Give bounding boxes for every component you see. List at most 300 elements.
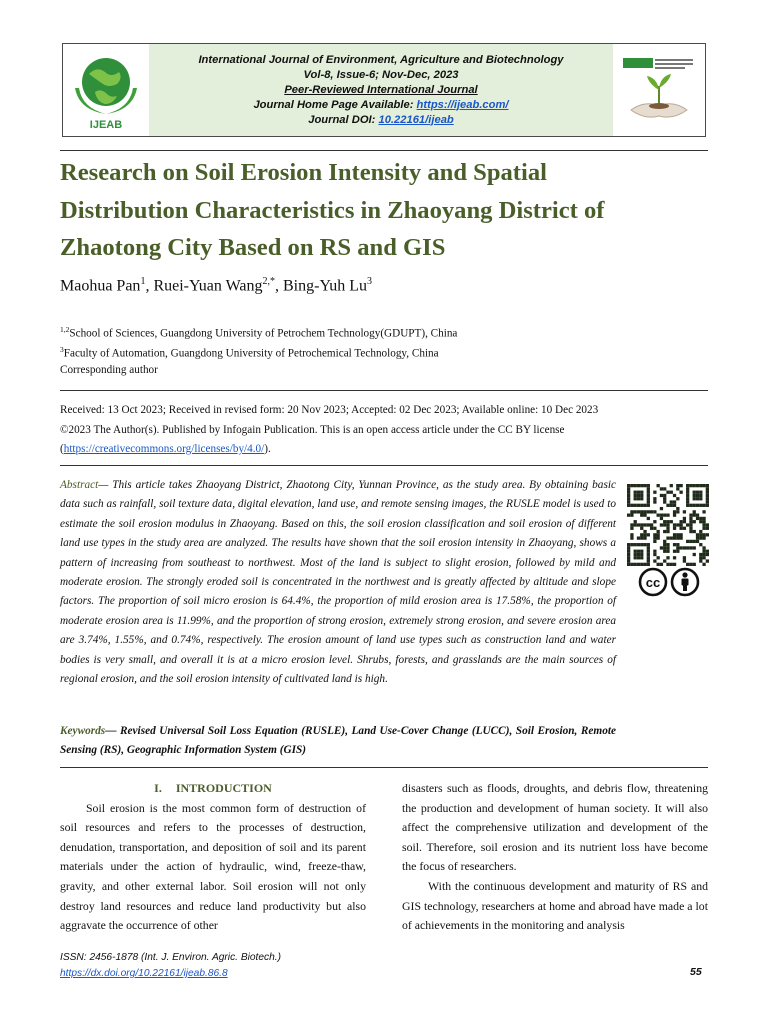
- qr-module: [653, 510, 656, 513]
- intro-paragraph: disasters such as floods, droughts, and debris flow, threatening the production and development of human society. It will also affect the comprehensive utilization and development of the soil. Therefore, soil erosion and its nutrient loss have become the focus of researchers.: [402, 781, 708, 874]
- qr-module: [699, 536, 702, 539]
- qr-module: [634, 510, 637, 513]
- qr-module: [689, 540, 692, 543]
- issn-text: ISSN: 2456-1878 (Int. J. Environ. Agric. Biotech.): [60, 952, 282, 963]
- qr-module: [657, 563, 660, 566]
- qr-module: [647, 504, 650, 507]
- header-divider: [60, 150, 708, 151]
- qr-module: [676, 507, 679, 510]
- qr-module: [666, 550, 669, 553]
- qr-module: [660, 494, 663, 497]
- license-close-paren: ).: [264, 443, 271, 455]
- author-separator: ,: [145, 277, 154, 295]
- affiliation-divider: [60, 390, 708, 391]
- qr-module: [647, 543, 650, 546]
- qr-module: [640, 523, 643, 526]
- qr-module: [643, 536, 646, 539]
- qr-module: [670, 520, 673, 523]
- qr-module: [673, 533, 676, 536]
- qr-module: [647, 523, 650, 526]
- qr-module: [693, 520, 696, 523]
- qr-module: [627, 553, 630, 556]
- qr-module: [702, 536, 705, 539]
- qr-module: [663, 559, 666, 562]
- qr-module: [666, 543, 669, 546]
- qr-module: [699, 533, 702, 536]
- qr-module: [663, 550, 666, 553]
- qr-module: [653, 533, 656, 536]
- qr-module: [693, 530, 696, 533]
- qr-module: [670, 504, 673, 507]
- qr-module: [696, 517, 699, 520]
- copyright-notice: ©2023 The Author(s). Published by Infogain Publication. This is an open access article under the CC BY license: [60, 423, 565, 436]
- qr-module: [696, 491, 699, 494]
- qr-module: [702, 563, 705, 566]
- qr-module: [643, 484, 646, 487]
- affiliation-text: School of Sciences, Guangdong University of Petrochem Technology(GDUPT), China: [69, 327, 458, 340]
- qr-module: [666, 530, 669, 533]
- qr-module: [676, 510, 679, 513]
- qr-module: [627, 556, 630, 559]
- qr-module: [637, 484, 640, 487]
- qr-module: [686, 523, 689, 526]
- qr-module: [676, 497, 679, 500]
- abstract-top-divider: [60, 465, 708, 466]
- qr-module: [686, 504, 689, 507]
- qr-module: [647, 491, 650, 494]
- qr-module: [676, 487, 679, 490]
- author-name: Maohua Pan: [60, 277, 141, 295]
- qr-module: [640, 553, 643, 556]
- qr-module: [630, 543, 633, 546]
- journal-info: [149, 44, 613, 136]
- qr-module: [634, 491, 637, 494]
- qr-module: [702, 533, 705, 536]
- qr-module: [640, 556, 643, 559]
- qr-module: [670, 536, 673, 539]
- qr-module: [653, 550, 656, 553]
- qr-module: [647, 494, 650, 497]
- corresponding-author-text: Corresponding author: [60, 364, 158, 376]
- qr-module: [663, 487, 666, 490]
- qr-module: [706, 484, 709, 487]
- qr-module: [696, 494, 699, 497]
- qr-module: [643, 504, 646, 507]
- qr-module: [706, 494, 709, 497]
- qr-module: [630, 504, 633, 507]
- qr-module: [679, 546, 682, 549]
- qr-module: [689, 563, 692, 566]
- qr-module: [637, 543, 640, 546]
- peer-reviewed-label: Peer-Reviewed International Journal: [284, 83, 478, 96]
- qr-module: [666, 520, 669, 523]
- qr-module: [689, 530, 692, 533]
- qr-module: [689, 514, 692, 517]
- qr-module: [634, 550, 637, 553]
- qr-module: [706, 527, 709, 530]
- affiliation: [60, 345, 439, 360]
- homepage-line: [253, 98, 508, 113]
- abstract: [60, 476, 616, 689]
- qr-module: [686, 484, 689, 487]
- journal-header: [62, 43, 706, 137]
- qr-module: [699, 494, 702, 497]
- qr-module: [630, 510, 633, 513]
- qr-module: [627, 484, 630, 487]
- qr-module: [683, 527, 686, 530]
- qr-module: [706, 553, 709, 556]
- qr-module: [647, 553, 650, 556]
- qr-module: [693, 553, 696, 556]
- qr-module: [693, 563, 696, 566]
- qr-module: [696, 514, 699, 517]
- affiliation-superscript: 3: [60, 345, 64, 354]
- qr-module: [693, 494, 696, 497]
- qr-module: [657, 556, 660, 559]
- qr-module: [637, 497, 640, 500]
- homepage-link[interactable]: https://ijeab.com/: [416, 98, 509, 111]
- qr-module: [702, 556, 705, 559]
- qr-module: [702, 553, 705, 556]
- qr-module: [653, 536, 656, 539]
- qr-module: [643, 530, 646, 533]
- qr-module: [643, 543, 646, 546]
- qr-module: [693, 546, 696, 549]
- qr-module: [663, 540, 666, 543]
- qr-module: [679, 527, 682, 530]
- author-separator: ,: [275, 277, 283, 295]
- cc-by-license-icon: [638, 567, 702, 597]
- qr-module: [699, 543, 702, 546]
- qr-module: [650, 527, 653, 530]
- qr-module: [640, 527, 643, 530]
- qr-module: [683, 510, 686, 513]
- qr-module: [673, 504, 676, 507]
- qr-module: [634, 563, 637, 566]
- qr-module: [702, 510, 705, 513]
- qr-module: [640, 550, 643, 553]
- qr-module: [634, 504, 637, 507]
- qr-module: [686, 500, 689, 503]
- qr-module: [699, 497, 702, 500]
- qr-module: [670, 491, 673, 494]
- author-name: Bing-Yuh Lu: [283, 277, 367, 295]
- qr-module: [679, 484, 682, 487]
- qr-module: [676, 484, 679, 487]
- qr-module: [683, 546, 686, 549]
- journal-name: International Journal of Environment, Agriculture and Biotechnology: [198, 53, 564, 66]
- qr-module: [673, 563, 676, 566]
- qr-module: [627, 491, 630, 494]
- qr-module: [634, 520, 637, 523]
- qr-module: [699, 556, 702, 559]
- qr-module: [634, 497, 637, 500]
- qr-module: [627, 504, 630, 507]
- qr-module: [676, 523, 679, 526]
- qr-code-icon: [625, 484, 711, 566]
- qr-module: [699, 559, 702, 562]
- qr-module: [673, 550, 676, 553]
- qr-module: [702, 520, 705, 523]
- qr-module: [630, 523, 633, 526]
- qr-module: [666, 546, 669, 549]
- qr-module: [643, 563, 646, 566]
- qr-module: [627, 546, 630, 549]
- qr-module: [627, 497, 630, 500]
- qr-module: [630, 533, 633, 536]
- qr-module: [696, 484, 699, 487]
- qr-module: [673, 494, 676, 497]
- qr-module: [637, 491, 640, 494]
- qr-module: [653, 500, 656, 503]
- qr-module: [647, 546, 650, 549]
- qr-module: [660, 546, 663, 549]
- paper-title: Research on Soil Erosion Intensity and Spatial Distribution Characteristics in Zhaoyang District of Zhaotong City Based on RS and GIS: [60, 159, 605, 261]
- qr-module: [706, 523, 709, 526]
- qr-module: [660, 517, 663, 520]
- qr-module: [634, 543, 637, 546]
- page-footer: [60, 950, 281, 982]
- qr-module: [630, 514, 633, 517]
- qr-module: [666, 491, 669, 494]
- qr-module: [696, 504, 699, 507]
- qr-module: [640, 536, 643, 539]
- qr-module: [666, 523, 669, 526]
- qr-module: [663, 497, 666, 500]
- qr-module: [653, 540, 656, 543]
- qr-module: [643, 523, 646, 526]
- qr-module: [706, 533, 709, 536]
- qr-module: [663, 520, 666, 523]
- qr-module: [666, 527, 669, 530]
- qr-module: [650, 523, 653, 526]
- qr-module: [693, 484, 696, 487]
- qr-module: [666, 514, 669, 517]
- qr-module: [679, 520, 682, 523]
- qr-module: [647, 500, 650, 503]
- section-title: INTRODUCTION: [175, 781, 272, 795]
- qr-module: [673, 523, 676, 526]
- corresponding-author: [60, 364, 158, 376]
- right-column: [402, 779, 708, 936]
- qr-module: [634, 494, 637, 497]
- qr-module: [627, 559, 630, 562]
- qr-module: [689, 504, 692, 507]
- qr-module: [637, 494, 640, 497]
- globe-leaf-logo-icon: [67, 48, 145, 132]
- qr-module: [702, 523, 705, 526]
- qr-module: [640, 491, 643, 494]
- qr-module: [627, 514, 630, 517]
- qr-module: [673, 536, 676, 539]
- qr-module: [699, 484, 702, 487]
- hands-plant-image: [613, 44, 705, 136]
- qr-module: [637, 510, 640, 513]
- qr-module: [643, 533, 646, 536]
- keywords-text: — Revised Universal Soil Loss Equation (RUSLE), Land Use-Cover Change (LUCC), Soil Erosion, Remote Sensing (RS), Geographic Information System (GIS): [60, 725, 616, 757]
- qr-module: [693, 497, 696, 500]
- qr-module: [686, 491, 689, 494]
- qr-module: [702, 546, 705, 549]
- qr-module: [686, 546, 689, 549]
- qr-module: [673, 510, 676, 513]
- qr-module: [637, 553, 640, 556]
- qr-module: [663, 514, 666, 517]
- qr-module: [693, 491, 696, 494]
- qr-module: [637, 536, 640, 539]
- qr-module: [653, 559, 656, 562]
- intro-paragraph: Soil erosion is the most common form of destruction of soil resources and refers to the processes of destruction, denudation, transportation, and deposition of soil and its parent materials under the action of hydraulic, wind, freeze-thaw, gravity, and other external labor. Soil erosion will not only destroy land resources and reduce land productivity but also aggravate the occurrence of other: [60, 800, 366, 933]
- qr-module: [670, 500, 673, 503]
- abstract-bottom-divider: [60, 767, 708, 768]
- license-open-paren: (: [60, 443, 64, 455]
- author-superscript: 1: [140, 276, 146, 287]
- qr-module: [673, 500, 676, 503]
- qr-module: [676, 550, 679, 553]
- qr-module: [640, 533, 643, 536]
- qr-module: [650, 510, 653, 513]
- qr-module: [657, 536, 660, 539]
- qr-module: [679, 533, 682, 536]
- section-heading: [60, 779, 366, 799]
- qr-module: [647, 563, 650, 566]
- qr-module: [679, 536, 682, 539]
- qr-module: [630, 536, 633, 539]
- qr-module: [696, 540, 699, 543]
- qr-module: [643, 514, 646, 517]
- qr-module: [640, 510, 643, 513]
- qr-module: [689, 546, 692, 549]
- qr-module: [627, 563, 630, 566]
- qr-module: [693, 510, 696, 513]
- qr-module: [683, 556, 686, 559]
- qr-module: [660, 563, 663, 566]
- page-number: 55: [690, 966, 702, 978]
- qr-module: [673, 527, 676, 530]
- article-doi-link[interactable]: https://dx.doi.org/10.22161/ijeab.86.8: [60, 968, 228, 979]
- license-link[interactable]: https://creativecommons.org/licenses/by/4.0/: [63, 443, 265, 455]
- qr-module: [686, 494, 689, 497]
- intro-paragraph: With the continuous development and maturity of RS and GIS technology, researchers at home and abroad have made a lot of achievements in the monitoring and analysis: [402, 878, 708, 933]
- qr-module: [699, 504, 702, 507]
- qr-module: [670, 563, 673, 566]
- journal-logo: [63, 44, 149, 136]
- author-superscript: 3: [367, 276, 372, 287]
- qr-module: [634, 553, 637, 556]
- author-list: [60, 276, 372, 295]
- qr-module: [634, 556, 637, 559]
- qr-module: [676, 543, 679, 546]
- affiliation-superscript: 1,2: [60, 325, 70, 334]
- qr-module: [706, 504, 709, 507]
- qr-module: [673, 514, 676, 517]
- qr-module: [689, 484, 692, 487]
- qr-module: [647, 484, 650, 487]
- qr-module: [663, 523, 666, 526]
- qr-module: [657, 484, 660, 487]
- logo-text: IJEAB: [89, 119, 123, 131]
- qr-module: [686, 540, 689, 543]
- qr-module: [663, 546, 666, 549]
- qr-module: [643, 510, 646, 513]
- qr-module: [647, 550, 650, 553]
- author-name: Ruei-Yuan Wang: [153, 277, 263, 295]
- qr-module: [699, 553, 702, 556]
- qr-module: [689, 523, 692, 526]
- qr-module: [660, 487, 663, 490]
- qr-module: [676, 536, 679, 539]
- qr-module: [666, 556, 669, 559]
- qr-module: [653, 553, 656, 556]
- qr-module: [653, 497, 656, 500]
- qr-module: [706, 497, 709, 500]
- qr-module: [634, 484, 637, 487]
- qr-module: [630, 563, 633, 566]
- qr-module: [702, 517, 705, 520]
- qr-module: [660, 523, 663, 526]
- keywords-label: Keywords: [60, 725, 106, 737]
- doi-link[interactable]: 10.22161/ijeab: [378, 113, 454, 126]
- qr-module: [663, 543, 666, 546]
- publication-history: [60, 401, 710, 460]
- qr-module: [653, 491, 656, 494]
- abstract-label: Abstract: [60, 479, 99, 491]
- qr-module: [663, 494, 666, 497]
- qr-module: [689, 517, 692, 520]
- qr-module: [627, 500, 630, 503]
- qr-module: [696, 536, 699, 539]
- qr-module: [702, 527, 705, 530]
- qr-module: [627, 487, 630, 490]
- qr-module: [686, 497, 689, 500]
- qr-module: [634, 523, 637, 526]
- doi-label: Journal DOI:: [308, 113, 379, 126]
- qr-module: [689, 527, 692, 530]
- qr-module: [653, 527, 656, 530]
- qr-module: [637, 563, 640, 566]
- affiliation: [60, 325, 457, 340]
- received-dates: Received: 13 Oct 2023; Received in revised form: 20 Nov 2023; Accepted: 02 Dec 2023; Available online: 10 Dec 2023: [60, 404, 599, 416]
- license-line: [60, 440, 710, 460]
- qr-module: [640, 504, 643, 507]
- qr-module: [676, 546, 679, 549]
- qr-module: [689, 520, 692, 523]
- qr-module: [673, 556, 676, 559]
- qr-module: [627, 494, 630, 497]
- qr-module: [696, 533, 699, 536]
- qr-module: [660, 514, 663, 517]
- qr-module: [702, 504, 705, 507]
- qr-module: [663, 530, 666, 533]
- qr-module: [647, 497, 650, 500]
- qr-module: [657, 530, 660, 533]
- affiliation-text: Faculty of Automation, Guangdong University of Petrochemical Technology, China: [63, 347, 439, 360]
- qr-module: [683, 559, 686, 562]
- qr-module: [647, 510, 650, 513]
- qr-module: [640, 484, 643, 487]
- qr-module: [693, 504, 696, 507]
- qr-module: [640, 563, 643, 566]
- qr-module: [666, 563, 669, 566]
- homepage-label: Journal Home Page Available:: [253, 98, 417, 111]
- qr-module: [640, 497, 643, 500]
- qr-module: [640, 543, 643, 546]
- qr-module: [699, 517, 702, 520]
- qr-module: [666, 536, 669, 539]
- qr-module: [679, 491, 682, 494]
- qr-module: [647, 556, 650, 559]
- abstract-text: — This article takes Zhaoyang District, Zhaotong City, Yunnan Province, as the study area. By obtaining basic data such as rainfall, soil texture data, digital elevation, land use, and remote sensing images, the RUSLE model is used to estimate the soil erosion modulus in Zhaoyang. Based on this, the soil erosion classification and soil erosion of different land use types in the study area are analyzed. The results have shown that the soil erosion intensity in Zhaoyang, shows a pattern of increasing from southeast to northwest. Most of the land is subject to slight erosion, followed by mild and moderate erosion. The strongly eroded soil is concentrated in the northwest and is greatly affected by altitude and slope factors. The proportion of soil micro erosion is 64.4%, the proportion of mild erosion area is 17.58%, the proportion of moderate erosion area is 11.99%, and the proportion of strong erosion, extremely strong erosion, and severe erosion area are 3.74%, 1.55%, and 0.74%, respectively. The erosion amount of land use types such as construction land and water bodies is very small, and overall it is at a micro erosion level. Shrubs, forests, and grasslands are the main sources of regional erosion, and the soil erosion intensity of cultivated land is high.: [60, 479, 616, 686]
